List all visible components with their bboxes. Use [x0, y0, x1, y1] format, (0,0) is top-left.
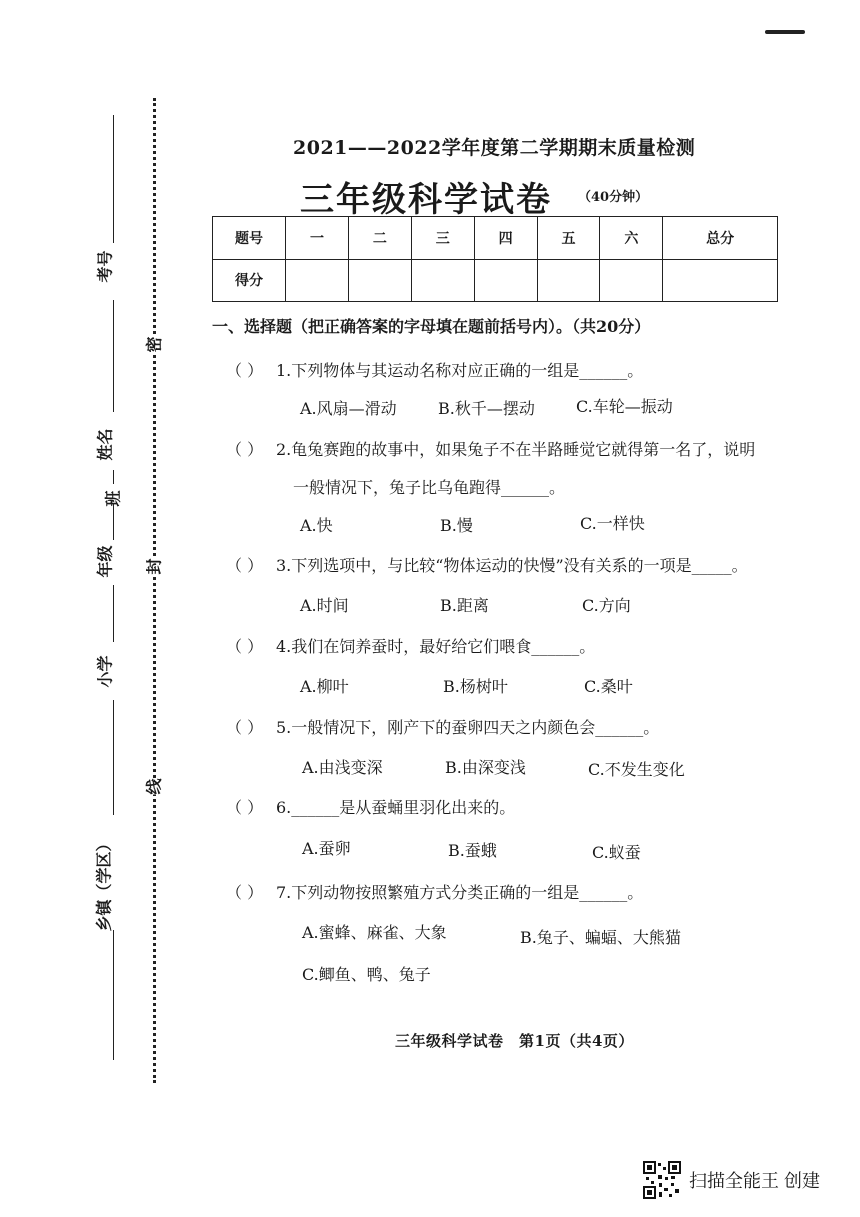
option-c: C.蚁蚕	[592, 843, 641, 862]
answer-bracket: （ ）	[226, 440, 264, 459]
score-table-score-row	[213, 259, 778, 302]
exam-header: 2021——2022学年度第二学期期末质量检测	[293, 137, 696, 159]
option-b: B.距离	[440, 596, 489, 615]
option-a: A.蚕卵	[302, 839, 351, 858]
grade-line	[113, 585, 114, 642]
score-cell: 三	[411, 217, 474, 260]
option-c: C.车轮—振动	[576, 397, 673, 416]
option-b: B.杨树叶	[443, 677, 508, 696]
score-blank-cell	[663, 259, 778, 302]
score-cell: 二	[348, 217, 411, 260]
exam-no-line	[113, 115, 114, 243]
score-blank-cell	[286, 259, 349, 302]
score-blank-cell	[537, 259, 600, 302]
answer-bracket: （ ）	[226, 637, 264, 656]
score-row-label: 得分	[213, 259, 286, 302]
option-b: B.由深变浅	[445, 758, 526, 777]
exam-no-label: 考号	[95, 250, 115, 283]
name-label: 姓名	[95, 428, 115, 461]
answer-bracket: （ ）	[226, 883, 264, 902]
school-label: 小学	[95, 655, 115, 688]
seal-feng-char: 封	[142, 558, 165, 574]
answer-bracket: （ ）	[226, 361, 264, 380]
seal-xian-char: 线	[142, 778, 165, 794]
scanner-label: 扫描全能王 创建	[689, 1171, 821, 1191]
question-6	[226, 795, 515, 818]
page-footer: 三年级科学试卷 第1页（共4页）	[395, 1032, 634, 1050]
option-a: A.风扇—滑动	[300, 399, 397, 418]
option-b: B.秋千—摆动	[438, 399, 535, 418]
score-blank-cell	[411, 259, 474, 302]
score-cell: 题号	[213, 217, 286, 260]
grade-line-top	[113, 503, 114, 540]
score-blank-cell	[348, 259, 411, 302]
question-1	[226, 358, 643, 381]
score-blank-cell	[600, 259, 663, 302]
question-2	[226, 437, 755, 460]
option-c: C.鲫鱼、鸭、兔子	[302, 965, 431, 984]
question-stem-continued: 一般情况下，兔子比乌龟跑得______。	[293, 478, 566, 497]
option-c: C.不发生变化	[588, 760, 685, 779]
score-cell: 六	[600, 217, 663, 260]
question-stem: 6.______是从蚕蛹里羽化出来的。	[276, 798, 516, 817]
question-7	[226, 880, 643, 903]
option-a: A.蜜蜂、麻雀、大象	[302, 923, 447, 942]
score-table-header-row	[213, 217, 778, 260]
class-label: 班	[103, 490, 123, 507]
score-cell: 一	[286, 217, 349, 260]
option-a: A.快	[300, 516, 333, 535]
score-cell: 总分	[663, 217, 778, 260]
question-4	[226, 634, 595, 657]
option-c: C.桑叶	[584, 677, 633, 696]
question-stem: 3.下列选项中，与比较“物体运动的快慢”没有关系的一项是_____。	[276, 556, 748, 575]
question-stem: 4.我们在饲养蚕时，最好给它们喂食______。	[276, 637, 596, 656]
score-table	[212, 216, 778, 302]
exam-title: 三年级科学试卷	[300, 180, 552, 220]
option-c: C.方向	[582, 596, 631, 615]
option-a: A.时间	[300, 596, 349, 615]
town-line	[113, 930, 114, 1060]
question-stem: 5.一般情况下，刚产下的蚕卵四天之内颜色会______。	[276, 718, 660, 737]
section-heading: 一、选择题（把正确答案的字母填在题前括号内）。（共20分）	[212, 317, 651, 336]
question-stem: 1.下列物体与其运动名称对应正确的一组是______。	[276, 361, 644, 380]
answer-bracket: （ ）	[226, 556, 264, 575]
exam-duration: （40分钟）	[578, 190, 649, 205]
option-b: B.兔子、蝙蝠、大熊猫	[520, 928, 681, 947]
answer-bracket: （ ）	[226, 798, 264, 817]
question-5	[226, 715, 659, 738]
option-a: A.柳叶	[300, 677, 349, 696]
town-label: 乡镇（学区）	[94, 835, 114, 932]
qr-code-icon	[643, 1161, 681, 1199]
answer-bracket: （ ）	[226, 718, 264, 737]
score-blank-cell	[474, 259, 537, 302]
question-3	[226, 553, 748, 576]
option-a: A.由浅变深	[302, 758, 383, 777]
question-stem: 2.龟兔赛跑的故事中，如果兔子不在半路睡觉它就得第一名了，说明	[276, 440, 756, 459]
school-line	[113, 700, 114, 815]
seal-mi-char: 密	[142, 336, 165, 352]
scanner-watermark	[643, 1161, 820, 1199]
class-line	[113, 470, 114, 484]
option-c: C.一样快	[580, 514, 645, 533]
score-cell: 五	[537, 217, 600, 260]
score-cell: 四	[474, 217, 537, 260]
scan-corner-mark	[765, 30, 805, 34]
option-b: B.蚕蛾	[448, 841, 497, 860]
option-b: B.慢	[440, 516, 473, 535]
grade-label: 年级	[95, 545, 115, 578]
name-line	[113, 300, 114, 412]
question-stem: 7.下列动物按照繁殖方式分类正确的一组是______。	[276, 883, 644, 902]
seal-dotted-line	[153, 98, 156, 1083]
